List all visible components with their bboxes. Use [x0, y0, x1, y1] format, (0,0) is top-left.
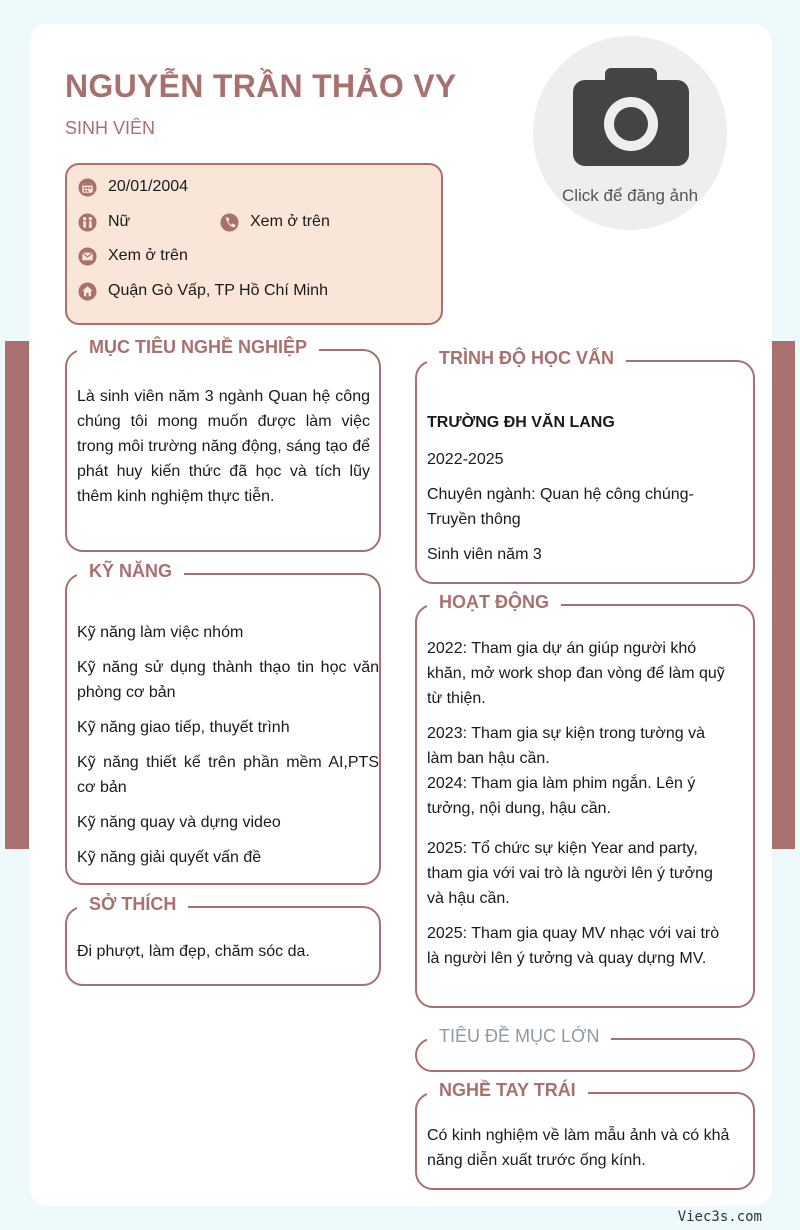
- skill-item[interactable]: Kỹ năng giải quyết vấn đề: [77, 849, 262, 866]
- activities-section: [415, 592, 755, 1008]
- side-skill-section: [415, 1080, 755, 1190]
- left-decor-band: [5, 341, 29, 849]
- activities-title[interactable]: HOẠT ĐỘNG: [427, 592, 561, 613]
- big-section-placeholder: [415, 1026, 755, 1072]
- candidate-role[interactable]: SINH VIÊN: [65, 118, 156, 138]
- candidate-name[interactable]: NGUYỄN TRẦN THẢO VY: [65, 68, 457, 104]
- phone-row[interactable]: [220, 210, 330, 234]
- skill-item[interactable]: Kỹ năng sử dụng thành thạo tin học văn phòng cơ bản: [77, 659, 379, 701]
- home-icon: [78, 282, 97, 301]
- birthdate-value: 20/01/2004: [108, 178, 189, 195]
- contact-box: [65, 163, 443, 325]
- birthdate-row[interactable]: [78, 175, 188, 199]
- skill-item[interactable]: Kỹ năng thiết kế trên phần mềm AI,PTS cơ bản: [77, 754, 379, 796]
- skills-section: [65, 561, 381, 885]
- calendar-icon: [78, 178, 97, 197]
- photo-upload[interactable]: [533, 36, 727, 230]
- gender-icon: [78, 213, 97, 232]
- phone-value: Xem ở trên: [250, 213, 330, 230]
- education-details: [427, 410, 727, 567]
- email-row[interactable]: [78, 244, 188, 268]
- activity-item[interactable]: 2025: Tham gia quay MV nhạc với vai trò là người lên ý tưởng và quay dựng MV.: [427, 925, 720, 967]
- right-decor-band: [771, 341, 795, 849]
- side-skill-title[interactable]: NGHỀ TAY TRÁI: [427, 1080, 588, 1101]
- activity-item[interactable]: 2023: Tham gia sự kiện trong tường và làm ban hậu cần.: [427, 725, 705, 767]
- hobbies-section: [65, 894, 381, 986]
- objective-section: [65, 337, 381, 552]
- hobbies-text[interactable]: Đi phượt, làm đẹp, chăm sóc da.: [77, 943, 310, 960]
- activity-item[interactable]: 2025: Tổ chức sự kiện Year and party, tham gia với vai trò là người lên ý tưởng và hậu cần.: [427, 840, 713, 907]
- gender-value: Nữ: [108, 213, 131, 230]
- activity-item[interactable]: 2024: Tham gia làm phim ngắn. Lên ý tưởng, nội dung, hậu cần.: [427, 775, 696, 817]
- education-title[interactable]: TRÌNH ĐỘ HỌC VẤN: [427, 348, 626, 369]
- photo-caption: Click để đăng ảnh: [561, 186, 699, 205]
- camera-icon: [573, 66, 689, 166]
- watermark: Viec3s.com: [677, 1209, 762, 1225]
- objective-text[interactable]: Là sinh viên năm 3 ngành Quan hệ công chúng tôi mong muốn được làm việc trong môi trường năng động, sáng tạo để phát huy kiến thức đã học và tích lũy thêm kinh nghiệm thực tiễn.: [77, 388, 370, 505]
- big-section-title[interactable]: TIÊU ĐỀ MỤC LỚN: [427, 1026, 611, 1047]
- gender-row[interactable]: [78, 210, 130, 234]
- skill-item[interactable]: Kỹ năng giao tiếp, thuyết trình: [77, 719, 290, 736]
- skills-list: [77, 620, 379, 870]
- education-level[interactable]: Sinh viên năm 3: [427, 546, 542, 563]
- objective-title[interactable]: MỤC TIÊU NGHỀ NGHIỆP: [77, 337, 319, 358]
- address-row[interactable]: [78, 279, 328, 303]
- side-skill-text[interactable]: Có kinh nghiệm về làm mẫu ảnh và có khả năng diễn xuất trước ống kính.: [427, 1127, 730, 1169]
- education-years[interactable]: 2022-2025: [427, 451, 504, 468]
- skill-item[interactable]: Kỹ năng làm việc nhóm: [77, 624, 244, 641]
- activity-item[interactable]: 2022: Tham gia dự án giúp người khó khăn, mở work shop đan vòng để làm quỹ từ thiện.: [427, 640, 725, 707]
- education-section: [415, 348, 755, 584]
- activities-list: [427, 636, 727, 971]
- education-school[interactable]: TRƯỜNG ĐH VĂN LANG: [427, 414, 615, 431]
- cv-sheet: [30, 24, 772, 1206]
- address-value: Quận Gò Vấp, TP Hồ Chí Minh: [108, 282, 328, 299]
- hobbies-title[interactable]: SỞ THÍCH: [77, 894, 188, 915]
- skill-item[interactable]: Kỹ năng quay và dựng video: [77, 814, 281, 831]
- phone-icon: [220, 213, 239, 232]
- education-major[interactable]: Chuyên ngành: Quan hệ công chúng- Truyền thông: [427, 486, 694, 528]
- email-icon: [78, 247, 97, 266]
- email-value: Xem ở trên: [108, 247, 188, 264]
- skills-title[interactable]: KỸ NĂNG: [77, 561, 184, 582]
